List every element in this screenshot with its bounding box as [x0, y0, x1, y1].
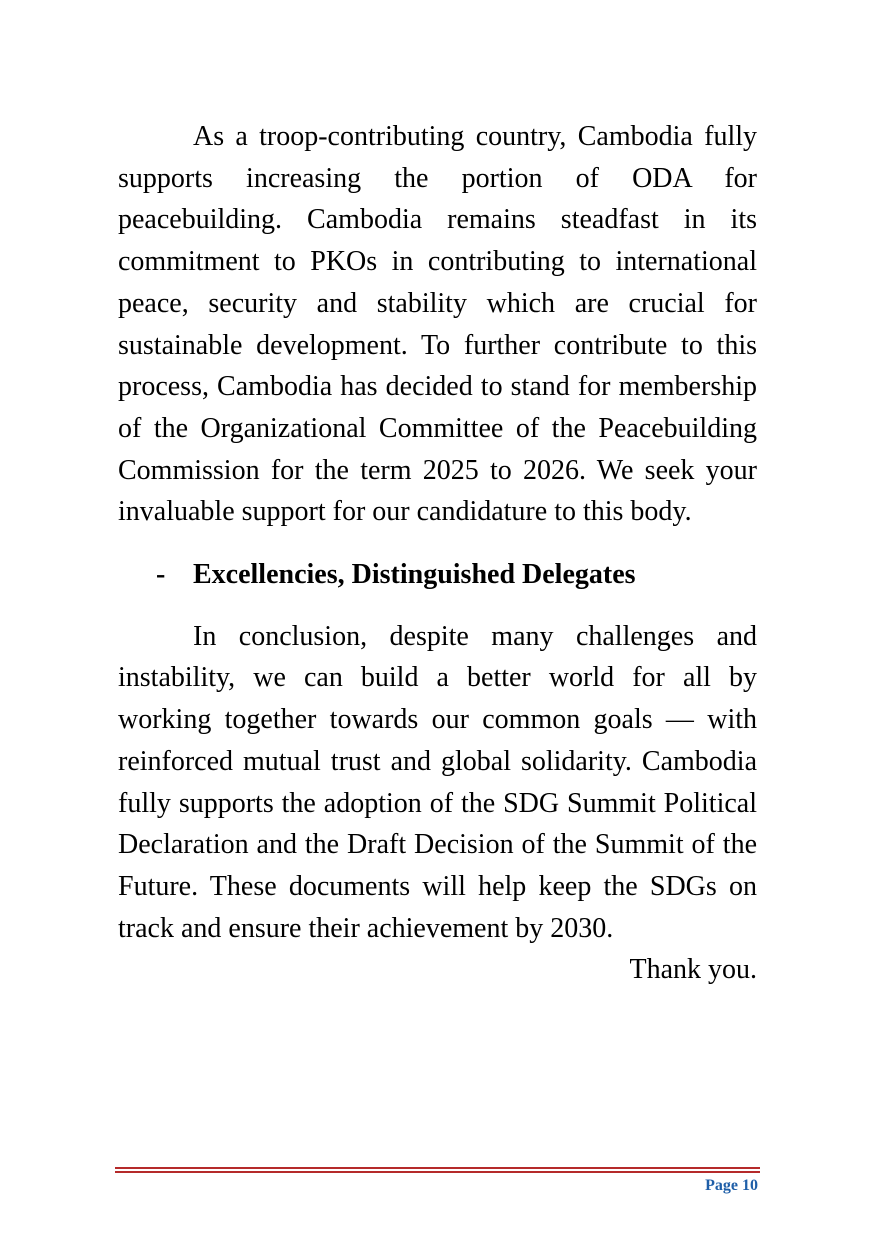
paragraph-conclusion: In conclusion, despite many challenges and instability, we can build a better world for all by working together towards our common goals — with reinforced mutual trust and global solidarity. Cambodia fully supports the adoption of the SDG Summit Political Declaration and the Draft Decision of the Summit of the Future. These documents will help keep the SDGs on track and ensure their achievement by 2030.	[118, 620, 757, 944]
closing-thanks: Thank you.	[629, 954, 757, 986]
paragraph-troop-contribution: As a troop-contributing country, Cambodia fully supports increasing the portion of ODA for peacebuilding. Cambodia remains steadfast in its commitment to PKOs in contributing to international peace, security and stability which are crucial for sustainable development. To further contribute to this process, Cambodia has decided to stand for membership of the Organizational Committee of the Peacebuilding Commission for the term 2025 to 2026. We seek your invaluable support for our candidature to this body.	[118, 121, 757, 528]
footer-divider	[115, 1167, 760, 1175]
section-heading	[118, 554, 757, 596]
footer-divider-line-top	[115, 1167, 760, 1169]
footer-divider-line-bottom	[115, 1171, 760, 1173]
heading-text: Excellencies, Distinguished Delegates	[193, 559, 636, 591]
page-number: Page 10	[705, 1177, 758, 1194]
document-body	[118, 116, 757, 991]
heading-bullet: -	[156, 559, 166, 591]
